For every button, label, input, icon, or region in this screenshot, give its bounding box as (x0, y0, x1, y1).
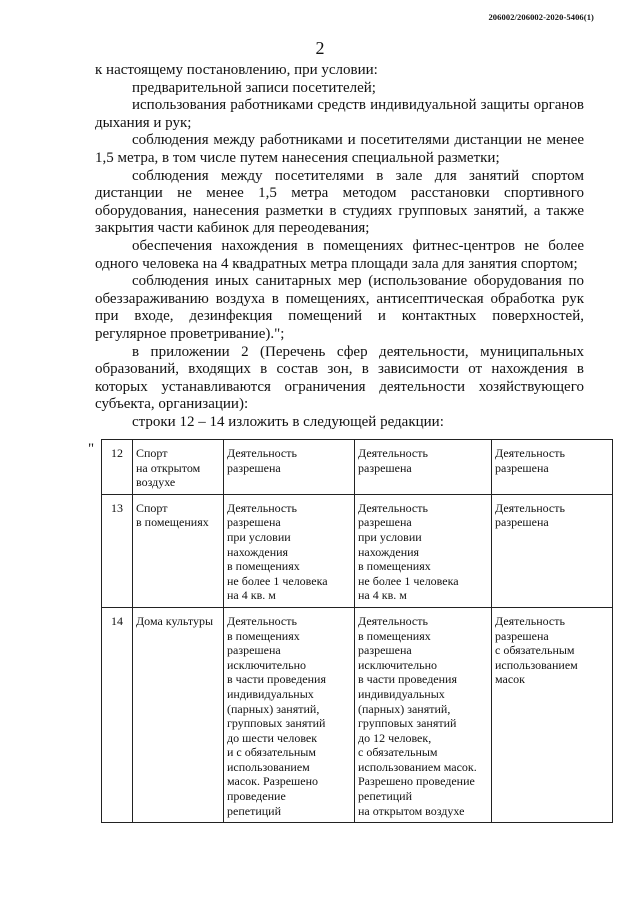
table-row (102, 440, 613, 495)
zone-cell: Деятельность разрешена (224, 440, 355, 495)
zone-cell: Деятельность разрешена с обязательным использованием масок (492, 607, 613, 822)
paragraph: соблюдения между посетителями в зале для занятий спортом дистанции не менее 1,5 метра методом расстановки спортивного оборудования, нанесения разметки в студиях групповых занятий, а также закрытия части кабинок для переодевания; (95, 167, 584, 237)
opening-quote-mark: " (88, 441, 95, 457)
paragraph: к настоящему постановлению, при условии: (95, 62, 378, 78)
paragraph: соблюдения иных санитарных мер (использование оборудования по обеззараживанию воздуха в помещениях, антисептическая обработка рук при входе, дезинфекция помещений и контактных поверхностей, регулярное проветривание)."; (95, 273, 584, 342)
table-row (102, 494, 613, 607)
zone-cell: Деятельность разрешена (355, 440, 492, 495)
row-number: 12 (102, 440, 133, 495)
table-row (102, 607, 613, 822)
paragraph: соблюдения между работниками и посетителями дистанции не менее 1,5 метра, в том числе путем нанесения специальной разметки; (95, 132, 584, 166)
zone-cell: Деятельность разрешена при условии нахождения в помещениях не более 1 человека на 4 кв. м (224, 494, 355, 607)
paragraph: обеспечения нахождения в помещениях фитнес-центров не более одного человека на 4 квадратных метра площади зала для занятия спортом; (95, 237, 584, 272)
activity-name: Спорт на открытом воздухе (133, 440, 224, 495)
row-number: 14 (102, 607, 133, 822)
paragraph: предварительной записи посетителей; (132, 79, 376, 96)
activity-name: Дома культуры (133, 607, 224, 822)
paragraph: строки 12 – 14 изложить в следующей редакции: (132, 413, 444, 430)
document-id: 206002/206002-2020-5406(1) (488, 12, 594, 22)
row-number: 13 (102, 494, 133, 607)
paragraph: в приложении 2 (Перечень сфер деятельности, муниципальных образований, входящих в состав зон, в зависимости от нахождения в которых устанавливаются ограничения деятельности хозяйствующего субъекта, организации): (95, 343, 584, 413)
paragraph: использования работниками средств индивидуальной защиты органов дыхания и рук; (95, 97, 584, 131)
zone-cell: Деятельность в помещениях разрешена исключительно в части проведения индивидуальных (парных) занятий, групповых занятий до 12 человек, с обязательным использованием масок. Разрешено проведение репетиций на открытом воздухе (355, 607, 492, 822)
zone-cell: Деятельность разрешена (492, 440, 613, 495)
zone-cell: Деятельность разрешена при условии нахождения в помещениях не более 1 человека на 4 кв. м (355, 494, 492, 607)
activity-name: Спорт в помещениях (133, 494, 224, 607)
amendment-table (101, 439, 613, 823)
page-number: 2 (315, 38, 325, 58)
document-body (95, 62, 584, 431)
zone-cell: Деятельность в помещениях разрешена исключительно в части проведения индивидуальных (парных) занятий, групповых занятий до шести человек и с обязательным использованием масок. Разрешено проведение репетиций (224, 607, 355, 822)
zone-cell: Деятельность разрешена (492, 494, 613, 607)
